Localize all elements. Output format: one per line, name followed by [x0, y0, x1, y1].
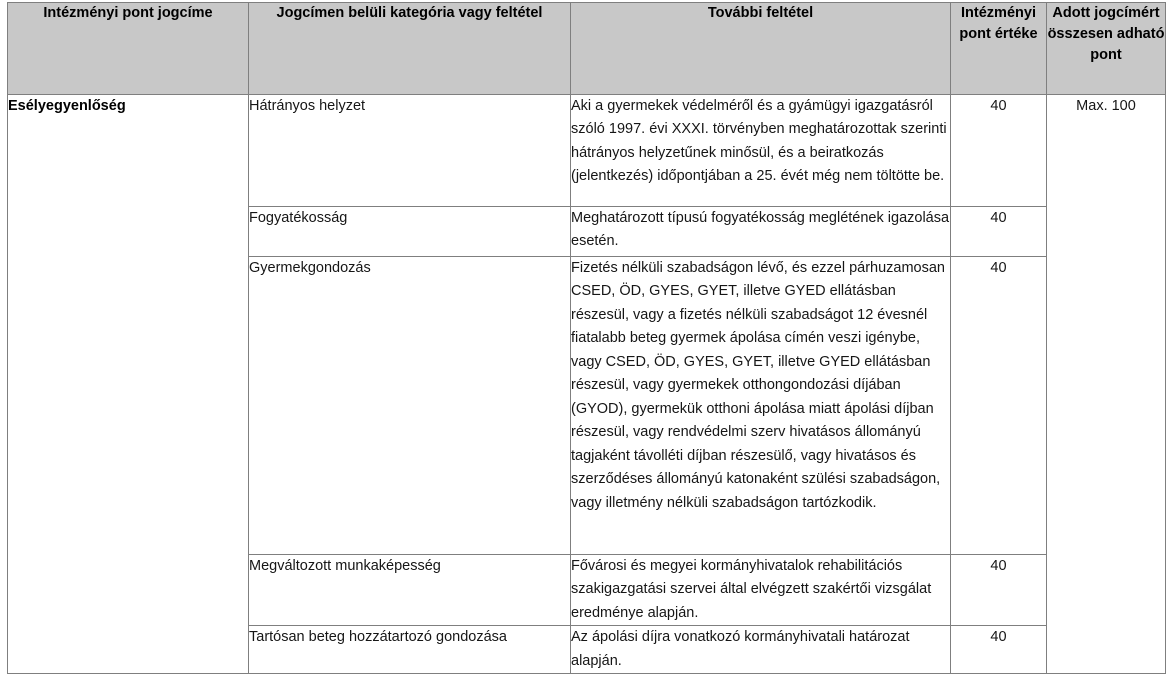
condition-cell: [571, 207, 951, 257]
category-cell: [249, 207, 571, 257]
column-header-category: Jogcímen belüli kategória vagy feltétel: [249, 3, 571, 95]
table-row: [8, 95, 1166, 207]
point-value-text: 40: [990, 260, 1007, 276]
table-header: [8, 3, 1166, 95]
group-title-cell: [8, 95, 249, 674]
category-text: Hátrányos helyzet: [249, 98, 366, 114]
table-header-row: [8, 3, 1166, 95]
group-title-text: Esélyegyenlőség: [8, 98, 126, 114]
condition-cell: [571, 257, 951, 555]
condition-cell: [571, 626, 951, 674]
condition-cell: [571, 555, 951, 626]
condition-cell: [571, 95, 951, 207]
condition-text: Meghatározott típusú fogyatékosság meglétének igazolása esetén.: [571, 210, 950, 250]
column-header-total-points: Adott jogcímért összesen adható pont: [1047, 3, 1166, 95]
point-value-cell: [951, 95, 1047, 207]
category-cell: [249, 555, 571, 626]
category-text: Megváltozott munkaképesség: [249, 558, 441, 574]
group-total-text: Max. 100: [1076, 98, 1136, 114]
column-header-title: Intézményi pont jogcíme: [8, 3, 249, 95]
table-body: [8, 95, 1166, 674]
point-value-text: 40: [990, 210, 1007, 226]
point-value-text: 40: [990, 558, 1007, 574]
category-cell: [249, 95, 571, 207]
point-value-text: 40: [990, 98, 1007, 114]
group-total-cell: [1047, 95, 1166, 674]
point-value-cell: [951, 555, 1047, 626]
condition-text: Aki a gyermekek védelméről és a gyámügyi igazgatásról szóló 1997. évi XXXI. törvényben meghatározottak szerinti hátrányos helyzetűnek minősül, és a beiratkozás (jelentkezés) időpontjában a 25. évét még nem töltötte be.: [571, 98, 947, 185]
point-value-cell: [951, 626, 1047, 674]
condition-text: Az ápolási díjra vonatkozó kormányhivatali határozat alapján.: [571, 629, 910, 669]
condition-text: Fizetés nélküli szabadságon lévő, és ezzel párhuzamosan CSED, ÖD, GYES, GYET, illetve GYED ellátásban részesül, vagy a fizetés nélküli szabadságot 12 évesnél fiatalabb beteg gyermek ápolása címén veszi igénybe, vagy CSED, ÖD, GYES, GYET, illetve GYED ellátásban részesül, vagy gyermekek otthongondozási díjában (GYOD), gyermekük otthoni ápolása miatt ápolási díjban részesül, vagy rendvédelmi szerv hivatásos állományú tagjaként távolléti díjban részesülő, vagy hivatásos és szerződéses állományú katonaként szülési szabadságon, vagy illetmény nélküli szabadságon tartózkodik.: [571, 260, 945, 511]
point-value-cell: [951, 257, 1047, 555]
point-value-cell: [951, 207, 1047, 257]
point-value-text: 40: [990, 629, 1007, 646]
category-cell: [249, 626, 571, 674]
institutional-points-table: [7, 2, 1166, 674]
category-text: Fogyatékosság: [249, 210, 348, 226]
category-text: Gyermekgondozás: [249, 260, 371, 276]
column-header-condition: További feltétel: [571, 3, 951, 95]
condition-text: Fővárosi és megyei kormányhivatalok rehabilitációs szakigazgatási szervei által elvégzett szakértői vizsgálat eredménye alapján.: [571, 558, 932, 621]
category-text: Tartósan beteg hozzátartozó gondozása: [249, 629, 507, 646]
column-header-point-value: Intézményi pont értéke: [951, 3, 1047, 95]
category-cell: [249, 257, 571, 555]
